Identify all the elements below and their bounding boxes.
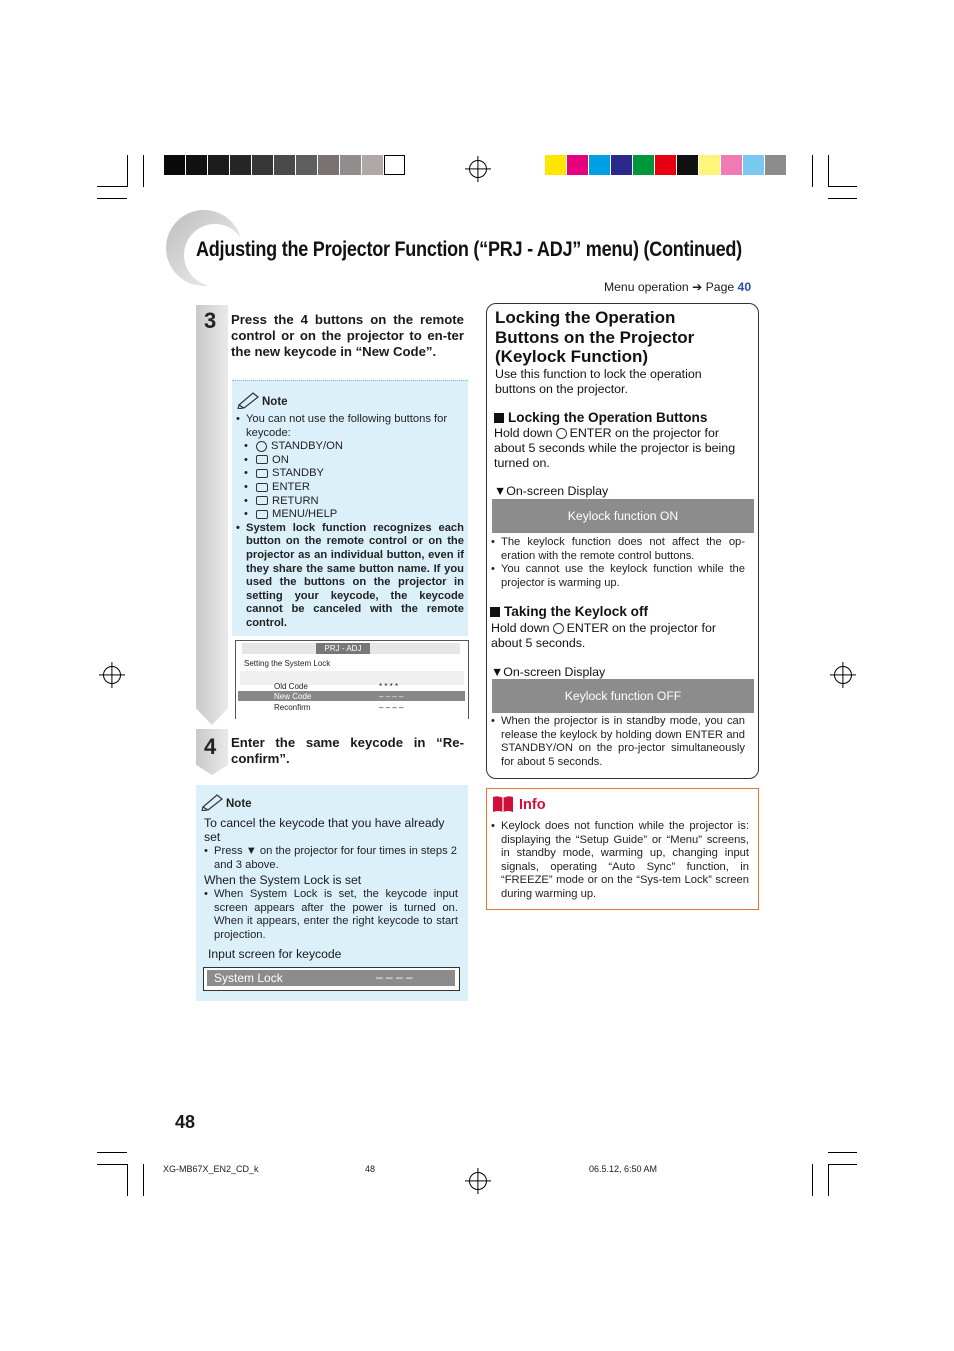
book-icon bbox=[492, 795, 514, 818]
keycode-input-screen bbox=[203, 967, 460, 991]
keylock-off-bullet: • When the projector is in standby mode, you can release the keylock by holding down ENTER and STANDBY/ON on the pro-jector simultaneously for about 5 seconds. bbox=[491, 715, 745, 769]
note-line-input-screen: Input screen for keycode bbox=[208, 946, 342, 961]
keylock-off-instructions: Hold down ENTER on the projector for about 5 seconds. bbox=[491, 621, 717, 650]
note-bullet-press: • Press ▼ on the projector for four times in steps 2 and 3 above. bbox=[204, 845, 458, 872]
enter-button-icon bbox=[553, 623, 564, 634]
keylock-on-display: Keylock function ON bbox=[492, 499, 754, 533]
note-line-cancel: To cancel the keycode that you have already set bbox=[204, 816, 445, 844]
page-number: 48 bbox=[175, 1112, 196, 1132]
system-lock-value: – – – – bbox=[376, 970, 413, 984]
keylock-section bbox=[486, 303, 759, 779]
step-4-text: Enter the same keycode in “Re-confirm”. bbox=[231, 735, 464, 766]
reconfirm-label: Reconfirm bbox=[274, 703, 311, 712]
keylock-off-section-title: Taking the Keylock off bbox=[490, 604, 648, 619]
note-intro: • You can not use the following buttons for keycode: bbox=[236, 413, 464, 440]
registration-mark-right bbox=[834, 666, 852, 684]
registration-mark-bottom bbox=[469, 1172, 487, 1190]
locking-instructions: Hold down ENTER on the projector for about 5 seconds while the projector is being turned on. bbox=[494, 426, 736, 470]
menu-operation-ref bbox=[604, 280, 751, 294]
list-item: • STANDBY/ON bbox=[244, 440, 464, 454]
menu-ref-page-link[interactable]: 40 bbox=[737, 280, 752, 294]
on-button-icon bbox=[256, 455, 268, 464]
list-item: • MENU/HELP bbox=[244, 508, 464, 522]
pencil-icon bbox=[201, 793, 225, 816]
old-code-value: * * * * bbox=[379, 682, 399, 691]
cancel-keycode-note bbox=[196, 785, 468, 1001]
info-label: Info bbox=[519, 797, 546, 813]
square-bullet-icon bbox=[494, 413, 504, 423]
locking-section-title: Locking the Operation Buttons bbox=[494, 410, 707, 425]
note-label: Note bbox=[226, 798, 252, 810]
new-code-label: New Code bbox=[274, 692, 312, 701]
list-item: • ENTER bbox=[244, 481, 464, 495]
step-3-text: Press the 4 buttons on the remote control or on the projector to en-ter the new keycode in “New Code”. bbox=[231, 312, 464, 359]
menu-ref-prefix: Menu operation ➔ Page bbox=[604, 280, 735, 294]
standby-on-button-icon bbox=[256, 441, 267, 452]
registration-mark-top bbox=[469, 160, 487, 178]
step-sidebar bbox=[196, 305, 228, 725]
step-3-note bbox=[232, 380, 468, 636]
keylock-title: Locking the Operation Buttons on the Projector (Keylock Function) bbox=[495, 308, 695, 366]
info-box bbox=[486, 788, 759, 910]
locking-bullet: • The keylock function does not affect the op-eration with the remote control buttons. bbox=[491, 536, 745, 563]
locking-bullet: • You cannot use the keylock function while the projector is warming up. bbox=[491, 563, 745, 590]
system-lock-label: System Lock bbox=[214, 971, 283, 985]
keylock-intro: Use this function to lock the operation buttons on the projector. bbox=[495, 367, 702, 396]
new-code-value: – – – – bbox=[379, 692, 404, 701]
standby-button-icon bbox=[256, 469, 268, 478]
screen-heading: Setting the System Lock bbox=[244, 659, 331, 668]
new-code-row[interactable] bbox=[238, 691, 465, 701]
keylock-off-display: Keylock function OFF bbox=[492, 679, 754, 713]
list-item: • RETURN bbox=[244, 495, 464, 509]
square-bullet-icon bbox=[490, 607, 500, 617]
list-item: • STANDBY bbox=[244, 467, 464, 481]
old-code-label: Old Code bbox=[274, 682, 308, 691]
screen-tab: PRJ - ADJ bbox=[316, 643, 370, 654]
list-item: • ON bbox=[244, 454, 464, 468]
bold-note: • System lock function recognizes each button on the remote control or on the projector as an individual button, even if they share the same button name. If you used the buttons on the projector in setting your keycode, the keycode cannot be canceled with the remote control. bbox=[236, 522, 464, 631]
note-bullet-input-screen: • When System Lock is set, the keycode input screen appears after the power is turned on. When it appears, enter the right keycode to start projection. bbox=[204, 888, 458, 942]
system-lock-screen bbox=[235, 640, 469, 719]
reconfirm-value: – – – – bbox=[379, 703, 404, 712]
note-label: Note bbox=[262, 396, 288, 408]
menu-help-button-icon bbox=[256, 510, 268, 519]
step-3-number: 3 bbox=[204, 308, 217, 333]
footer-filename: XG-MB67X_EN2_CD_k bbox=[163, 1164, 259, 1174]
registration-mark-left bbox=[103, 666, 121, 684]
step-4-number: 4 bbox=[204, 734, 217, 759]
footer-date: 06.5.12, 6:50 AM bbox=[589, 1164, 658, 1174]
return-button-icon bbox=[256, 496, 268, 505]
on-screen-display-label: ▼On-screen Display bbox=[491, 665, 606, 679]
footer-page: 48 bbox=[365, 1164, 376, 1174]
enter-button-icon bbox=[256, 483, 268, 492]
page-title: Adjusting the Projector Function (“PRJ - ADJ” menu) (Continued) bbox=[196, 238, 742, 261]
pencil-icon bbox=[237, 391, 261, 414]
info-text: • Keylock does not function while the projector is: displaying the “Setup Guide” or “Menu” screens, in standby mode, warming up, changing input signals, operating “Auto Sync” function, in “FREEZE” mode or on the “Sys-tem Lock” screen during warming up. bbox=[491, 820, 749, 902]
on-screen-display-label: ▼On-screen Display bbox=[494, 484, 609, 498]
enter-button-icon bbox=[556, 428, 567, 439]
note-line-system-lock: When the System Lock is set bbox=[204, 873, 362, 888]
